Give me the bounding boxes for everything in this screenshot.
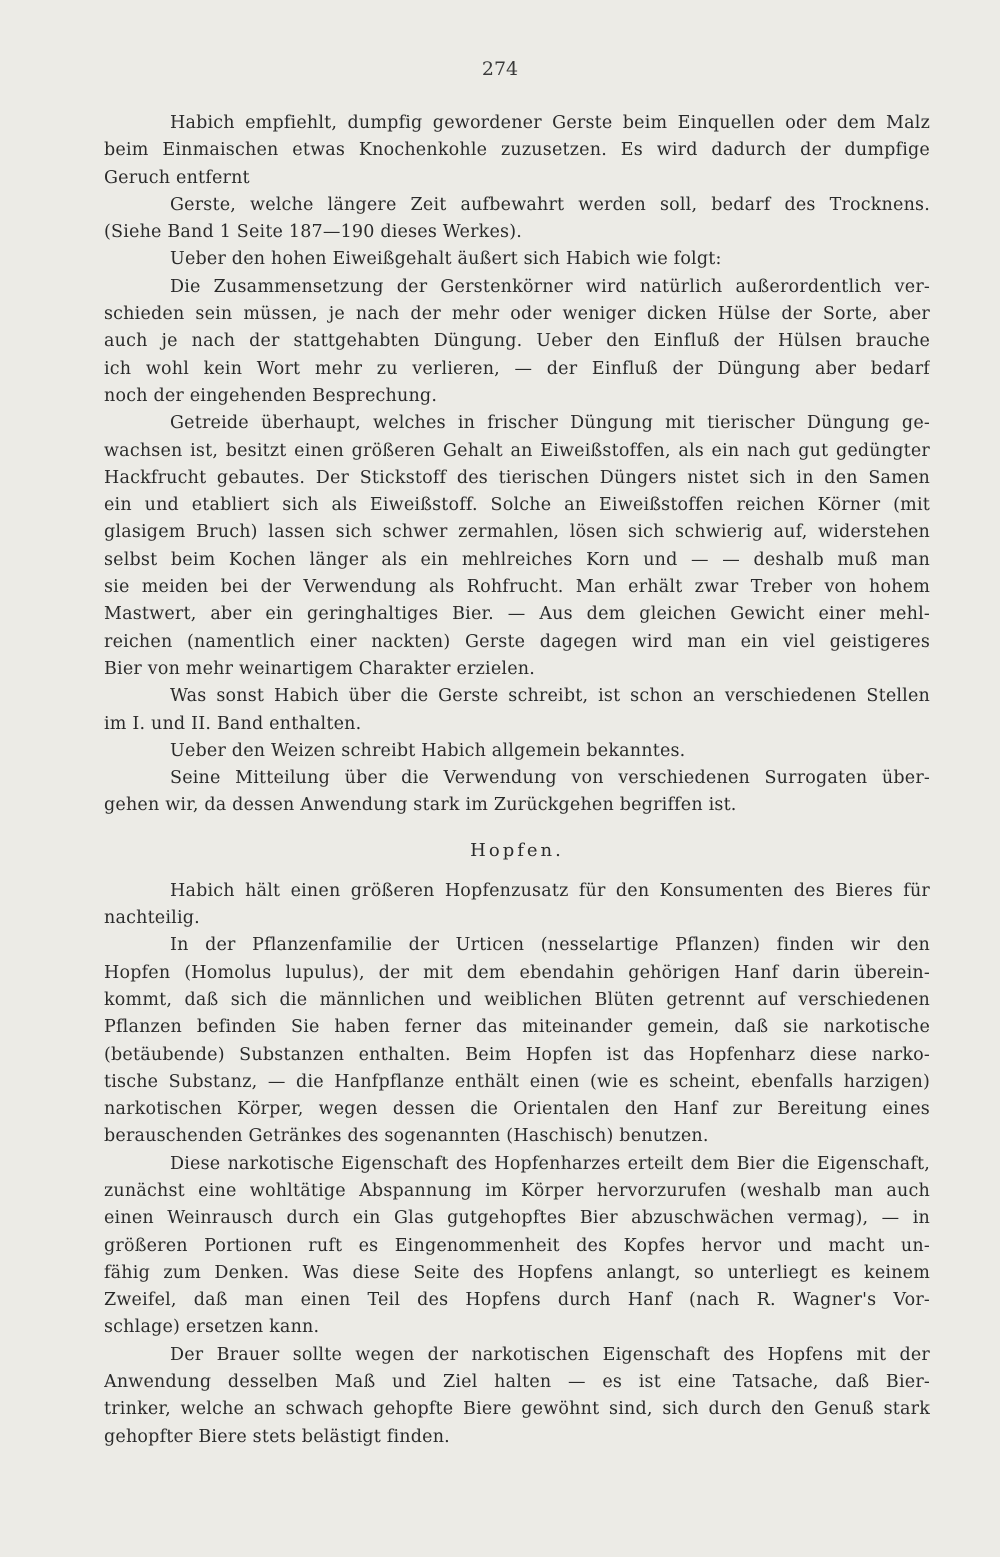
text-line: Mastwert, aber ein geringhaltiges Bier. — Aus dem gleichen Gewicht einer mehl- — [104, 604, 930, 625]
section-heading: Hopfen. — [470, 839, 564, 861]
text-line: kommt, daß sich die männlichen und weiblichen Blüten getrennt auf verschiedenen — [104, 989, 930, 1010]
text-line: Seine Mitteilung über die Verwendung von verschiedenen Surrogaten über- — [170, 768, 930, 789]
text-line: Ueber den hohen Eiweißgehalt äußert sich Habich wie folgt: — [170, 249, 722, 270]
text-line: berauschenden Getränkes des sogenannten (Haschisch) benutzen. — [104, 1126, 709, 1147]
text-line: In der Pflanzenfamilie der Urticen (nesselartige Pflanzen) finden wir den — [170, 935, 930, 956]
text-line: Was sonst Habich über die Gerste schreibt, ist schon an verschiedenen Stellen — [170, 686, 930, 707]
text-line: fähig zum Denken. Was diese Seite des Hopfens anlangt, so unterliegt es keinem — [104, 1262, 930, 1283]
text-line: reichen (namentlich einer nackten) Gerste dagegen wird man ein viel geistigeres — [104, 631, 930, 652]
text-line: noch der eingehenden Besprechung. — [104, 385, 438, 406]
text-line: Bier von mehr weinartigem Charakter erzielen. — [104, 658, 535, 679]
text-line: narkotischen Körper, wegen dessen die Orientalen den Hanf zur Bereitung eines — [104, 1099, 930, 1120]
text-line: beim Einmaischen etwas Knochenkohle zuzusetzen. Es wird dadurch der dumpfige — [104, 140, 930, 161]
text-line: Geruch entfernt — [104, 167, 250, 188]
text-line: Hopfen (Homolus lupulus), der mit dem ebendahin gehörigen Hanf darin überein- — [104, 962, 930, 983]
text-line: Habich hält einen größeren Hopfenzusatz für den Konsumenten des Bieres für — [170, 880, 930, 901]
text-line: schieden sein müssen, je nach der mehr oder weniger dicken Hülse der Sorte, aber — [104, 304, 930, 325]
paragraphs-before — [104, 110, 930, 820]
text-line: Hackfrucht gebautes. Der Stickstoff des tierischen Düngers nistet sich in den Samen — [104, 467, 930, 488]
text-line: Getreide überhaupt, welches in frischer Düngung mit tierischer Düngung ge- — [170, 413, 930, 434]
text-line: einen Weinrausch durch ein Glas gutgehopftes Bier abzuschwächen vermag), — in — [104, 1208, 930, 1229]
text-line: ich wohl kein Wort mehr zu verlieren, — der Einfluß der Düngung aber bedarf — [104, 358, 930, 379]
text-line: schlage) ersetzen kann. — [104, 1317, 320, 1338]
text-line: größeren Portionen ruft es Eingenommenheit des Kopfes hervor und macht un- — [104, 1235, 930, 1256]
text-line: Der Brauer sollte wegen der narkotischen Eigenschaft des Hopfens mit der — [170, 1344, 930, 1365]
text-line: tische Substanz, — die Hanfpflanze enthält einen (wie es scheint, ebenfalls harzigen) — [104, 1071, 930, 1092]
paragraphs-after — [104, 878, 930, 1451]
text-line: gehen wir, da dessen Anwendung stark im Zurückgehen begriffen ist. — [104, 795, 737, 816]
page-number: 274 — [481, 58, 519, 80]
text-line: zunächst eine wohltätige Abspannung im Körper hervorzurufen (weshalb man auch — [104, 1180, 930, 1201]
text-line: trinker, welche an schwach gehopfte Biere gewöhnt sind, sich durch den Genuß stark — [104, 1399, 930, 1420]
text-line: Habich empfiehlt, dumpfig gewordener Gerste beim Einquellen oder dem Malz — [170, 113, 930, 133]
text-line: wachsen ist, besitzt einen größeren Gehalt an Eiweißstoffen, als ein nach gut gedüngter — [104, 440, 930, 461]
text-line: Pflanzen befinden Sie haben ferner das miteinander gemein, daß sie narkotische — [104, 1017, 930, 1038]
text-line: (Siehe Band 1 Seite 187—190 dieses Werkes). — [104, 222, 522, 243]
text-line: Die Zusammensetzung der Gerstenkörner wird natürlich außerordentlich ver- — [170, 276, 930, 297]
text-line: Gerste, welche längere Zeit aufbewahrt werden soll, bedarf des Trocknens. — [170, 194, 930, 215]
text-line: Anwendung desselben Maß und Ziel halten — es ist eine Tatsache, daß Bier- — [104, 1372, 930, 1393]
text-line: nachteilig. — [104, 908, 200, 929]
text-line: Ueber den Weizen schreibt Habich allgemein bekanntes. — [170, 740, 686, 761]
text-line: ein und etabliert sich als Eiweißstoff. Solche an Eiweißstoffen reichen Körner (mit — [104, 495, 930, 516]
text-line: selbst beim Kochen länger als ein mehlreiches Korn und — — deshalb muß man — [104, 549, 930, 570]
body-text — [104, 110, 930, 1451]
text-line: Diese narkotische Eigenschaft des Hopfenharzes erteilt dem Bier die Eigenschaft, — [170, 1153, 930, 1174]
text-line: sie meiden bei der Verwendung als Rohfrucht. Man erhält zwar Treber von hohem — [104, 577, 930, 598]
text-line: glasigem Bruch) lassen sich schwer zermahlen, lösen sich schwierig auf, widerstehen — [104, 522, 930, 543]
text-line: (betäubende) Substanzen enthalten. Beim Hopfen ist das Hopfenharz diese narko- — [104, 1044, 930, 1065]
text-line: Zweifel, daß man einen Teil des Hopfens durch Hanf (nach R. Wagner's Vor- — [104, 1290, 930, 1311]
text-line: gehopfter Biere stets belästigt finden. — [104, 1426, 450, 1447]
text-line: auch je nach der stattgehabten Düngung. Ueber den Einfluß der Hülsen brauche — [104, 331, 930, 352]
text-line: im I. und II. Band enthalten. — [104, 713, 362, 734]
